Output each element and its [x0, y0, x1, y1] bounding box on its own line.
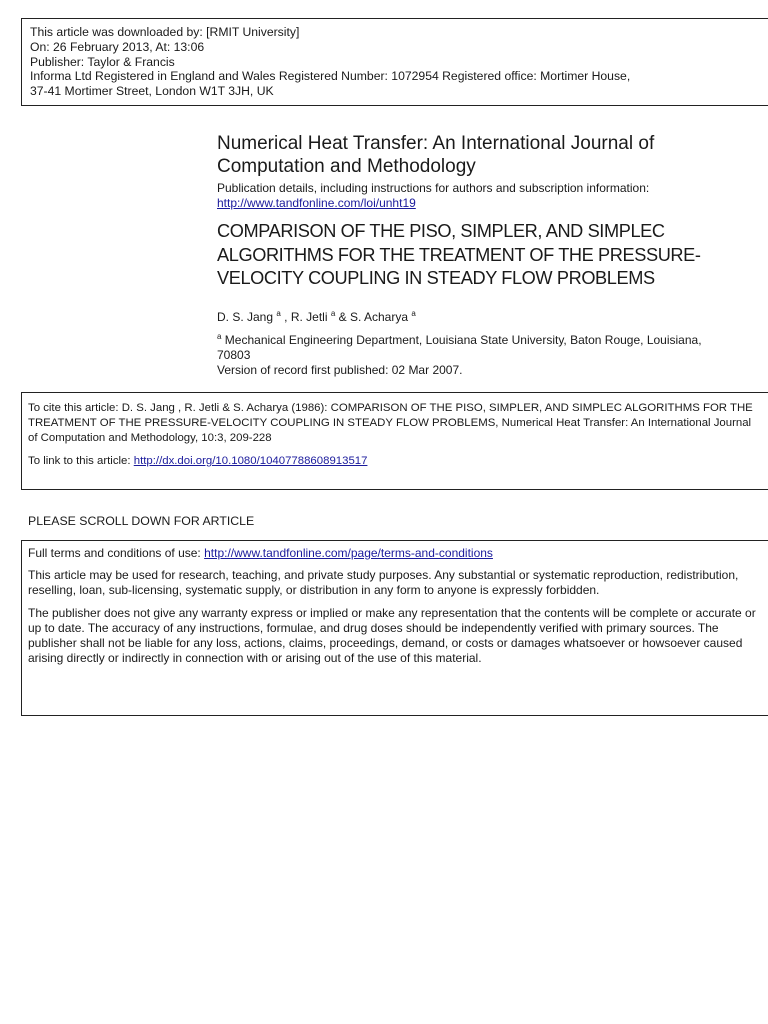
article-link-line [28, 454, 762, 469]
publication-details [217, 181, 737, 210]
publisher-line: Publisher: Taylor & Francis [30, 54, 175, 69]
affil-marker: a [330, 308, 336, 318]
download-line: This article was downloaded by: [RMIT University] [30, 25, 300, 39]
terms-line [28, 546, 762, 561]
download-date-line: On: 26 February 2013, At: 13:06 [30, 39, 205, 54]
affil-marker: a [411, 308, 416, 318]
registration-line: Informa Ltd Registered in England and Wales Registered Number: 1072954 Registered office: Mortimer House, [30, 69, 631, 84]
citation-text: To cite this article: D. S. Jang , R. Jetli & S. Acharya (1986): COMPARISON OF THE PISO, SIMPLER, AND SIMPLEC ALGORITHMS FOR THE TREATMENT OF THE PRESSURE-VELOCITY COUPLING IN STEADY FLOW PROBLEMS, Numerical Heat Transfer: An International Journal of Computation and Methodology, 10:3, 209-228 [28, 402, 753, 444]
address-line: 37-41 Mortimer Street, London W1T 3JH, UK [30, 84, 274, 99]
author-jang: D. S. Jang [217, 309, 274, 324]
affiliation-line1: Mechanical Engineering Department, Louisiana State University, Baton Rouge, Louisiana, [224, 332, 702, 347]
article-title [217, 220, 737, 291]
journal-link[interactable]: http://www.tandfonline.com/loi/unht19 [217, 195, 416, 210]
terms-label: Full terms and conditions of use: [28, 546, 201, 560]
version-of-record: Version of record first published: 02 Mar 2007. [217, 362, 463, 377]
article-title-line1: COMPARISON OF THE PISO, SIMPLER, AND SIMPLEC [217, 221, 665, 241]
authors [217, 306, 737, 325]
journal-title-line1: Numerical Heat Transfer: An International Journal of [217, 133, 655, 154]
article-title-line3: VELOCITY COUPLING IN STEADY FLOW PROBLEMS [217, 268, 655, 288]
affiliation-line2: 70803 [217, 347, 251, 362]
article-link-label: To link to this article: [28, 455, 131, 467]
author-acharya: & S. Acharya [338, 309, 409, 324]
terms-paragraph-disclaimer: The publisher does not give any warranty express or implied or make any representation that the contents will be complete or accurate or up to date. The accuracy of any instructions, formulae, and drug doses should be independently verified with primary sources. The publisher shall not be liable for any loss, actions, claims, proceedings, demand, or costs or damages whatsoever or howsoever caused arising directly or indirectly in connection with or arising out of the use of this material. [28, 605, 756, 666]
article-title-line2: ALGORITHMS FOR THE TREATMENT OF THE PRESSURE- [217, 244, 701, 265]
terms-paragraph-usage: This article may be used for research, teaching, and private study purposes. Any substantial or systematic reproduction, redistribution, reselling, loan, sub-licensing, systematic supply, or distribution in any form to anyone is expressly forbidden. [28, 568, 739, 598]
journal-title [217, 132, 737, 178]
terms-box [21, 540, 768, 716]
author-jetli: , R. Jetli [284, 309, 328, 324]
terms-link[interactable]: http://www.tandfonline.com/page/terms-and-conditions [204, 546, 493, 560]
journal-block [217, 132, 737, 378]
citation-box [21, 392, 768, 490]
publication-details-text: Publication details, including instructions for authors and subscription information: [217, 181, 650, 195]
affil-marker: a [217, 331, 222, 341]
affil-marker: a [276, 308, 281, 318]
doi-link[interactable]: http://dx.doi.org/10.1080/10407788608913517 [133, 455, 368, 467]
affiliation [217, 329, 737, 363]
journal-title-line2: Computation and Methodology [217, 156, 476, 177]
download-info-box [21, 18, 768, 106]
scroll-notice: PLEASE SCROLL DOWN FOR ARTICLE [28, 514, 255, 528]
